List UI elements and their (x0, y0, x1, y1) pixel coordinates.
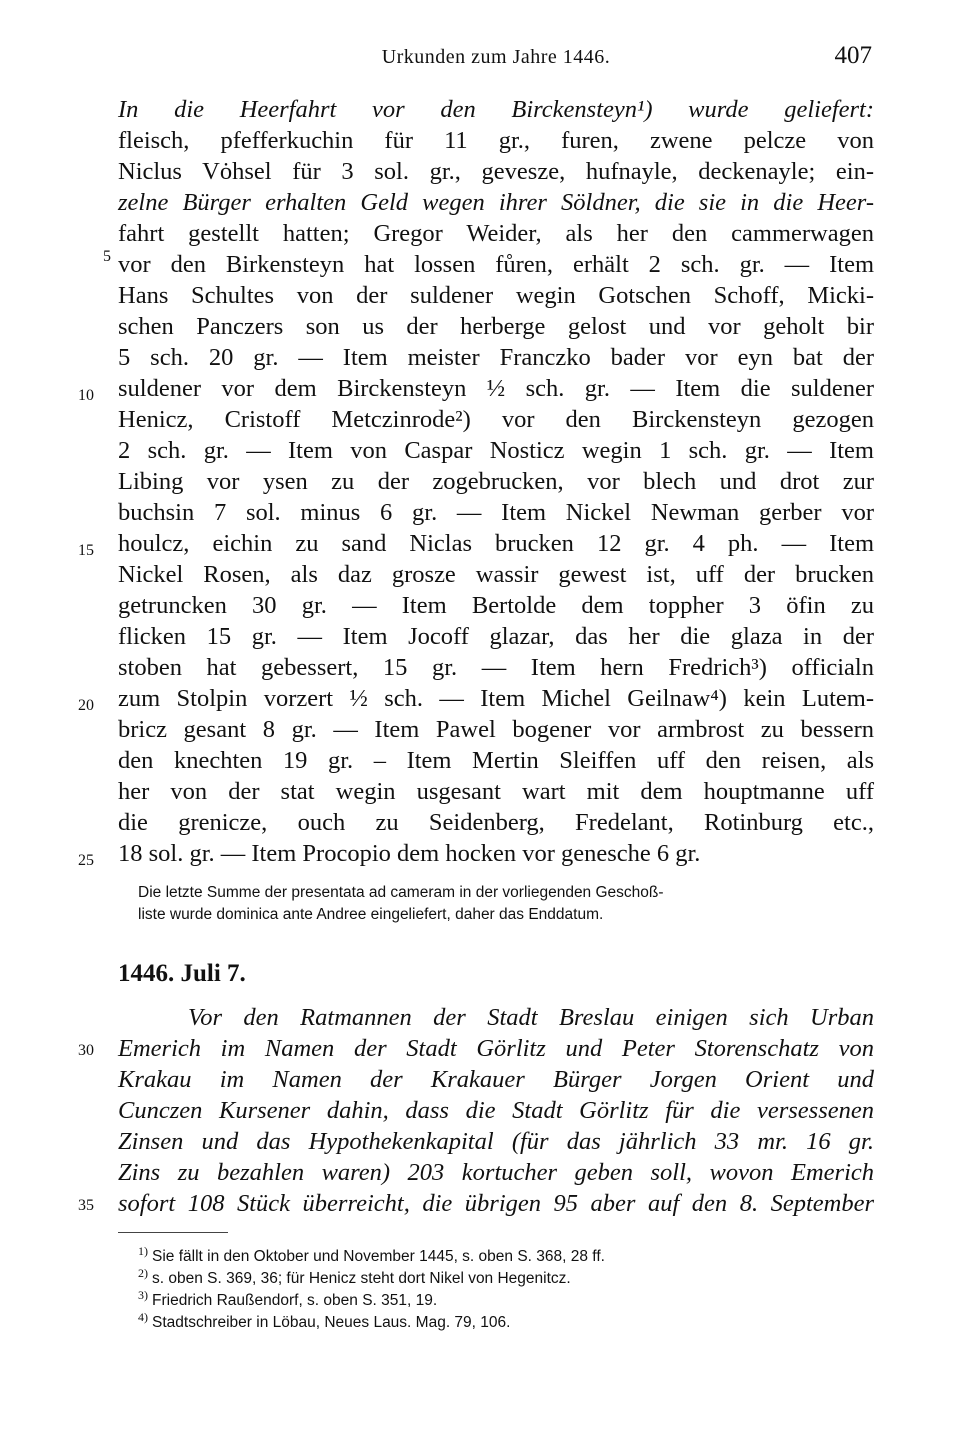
footnote (138, 1284, 858, 1309)
text-line: fleisch, pfefferkuchin für 11 gr., furen, zwene pelcze von (118, 127, 874, 154)
text-line: buchsin 7 sol. minus 6 gr. — Item Nickel Newman gerber vor (118, 499, 874, 526)
text-line: sofort 108 Stück überreicht, die übrigen 95 aber auf den 8. September (118, 1190, 874, 1217)
footnote-mark: 3) (138, 1288, 148, 1302)
note-line: liste wurde dominica ante Andree eingeliefert, daher das Enddatum. (138, 906, 604, 923)
footnote (138, 1240, 858, 1265)
date-heading: 1446. Juli 7. (118, 960, 246, 987)
footnote-text: Friedrich Raußendorf, s. oben S. 351, 19. (152, 1292, 438, 1309)
text-line: Libing vor ysen zu der zogebrucken, vor blech und drot zur (118, 468, 874, 495)
editorial-note (138, 882, 858, 926)
line-number: 15 (78, 542, 94, 559)
text-line: Hans Schultes von der suldener wegin Gotschen Schoff, Micki- (118, 282, 874, 309)
footnote-text: Sie fällt in den Oktober und November 1445, s. oben S. 368, 28 ff. (152, 1248, 605, 1265)
text-line: suldener vor dem Birckensteyn ½ sch. gr. — Item die suldener (118, 375, 874, 402)
footnote-text: s. oben S. 369, 36; für Henicz steht dort Nikel von Hegenitcz. (152, 1270, 571, 1287)
text-line: getruncken 30 gr. — Item Bertolde dem toppher 3 öfin zu (118, 592, 874, 619)
footnote-mark: 4) (138, 1310, 148, 1324)
line-number: 20 (78, 697, 94, 714)
note-line: Die letzte Summe der presentata ad cameram in der vorliegenden Geschoß- (138, 884, 664, 901)
text-line: fahrt gestellt hatten; Gregor Weider, als her den cammerwagen (118, 220, 874, 247)
text-line: Niclus Vȯhsel für 3 sol. gr., gevesze, hufnayle, deckenayle; ein- (118, 158, 874, 185)
text-line: stoben hat gebessert, 15 gr. — Item hern Fredrich³) officialn (118, 654, 874, 681)
text-line: 18 sol. gr. — Item Procopio dem hocken vor genesche 6 gr. (118, 840, 701, 867)
text-line: Nickel Rosen, als daz grosze wassir gewest ist, uff der brucken (118, 561, 874, 588)
running-title: Urkunden zum Jahre 1446. (381, 46, 611, 68)
text-line: houlcz, eichin zu sand Niclas brucken 12 gr. 4 ph. — Item (118, 530, 874, 557)
text-line: Zins zu bezahlen waren) 203 kortucher geben soll, wovon Emerich (118, 1159, 874, 1186)
text-line: zelne Bürger erhalten Geld wegen ihrer Söldner, die sie in die Heer- (118, 189, 874, 216)
text-line: den knechten 19 gr. – Item Mertin Sleiffen uff den reisen, als (118, 747, 874, 774)
text-line: bricz gesant 8 gr. — Item Pawel bogener vor armbrost zu bessern (118, 716, 874, 743)
footnote-text: Stadtschreiber in Löbau, Neues Laus. Mag. 79, 106. (152, 1314, 511, 1331)
footnote (138, 1306, 858, 1331)
text-line: Cunczen Kursener dahin, dass die Stadt Görlitz für die versessenen (118, 1097, 874, 1124)
footnote-mark: 2) (138, 1266, 148, 1280)
text-line: 5 sch. 20 gr. — Item meister Franczko bader vor eyn bat der (118, 344, 874, 371)
line-number: 5 (103, 248, 111, 265)
text-line: Krakau im Namen der Krakauer Bürger Jorgen Orient und (118, 1066, 874, 1093)
line-number: 35 (78, 1197, 94, 1214)
running-head (120, 42, 872, 78)
text-line: Henicz, Cristoff Metczinrode²) vor den Birckensteyn gezogen (118, 406, 874, 433)
page-number: 407 (834, 42, 872, 69)
text-line: Zinsen und das Hypothekenkapital (für das jährlich 33 mr. 16 gr. (118, 1128, 874, 1155)
text-line: flicken 15 gr. — Item Jocoff glazar, das her die glaza in der (118, 623, 874, 650)
regest-line: Vor den Ratmannen der Stadt Breslau einigen sich Urban (188, 1004, 874, 1031)
text-line: 2 sch. gr. — Item von Caspar Nosticz wegin 1 sch. gr. — Item (118, 437, 874, 464)
line-number: 25 (78, 852, 94, 869)
footnotes (138, 1240, 858, 1331)
line-number: 10 (78, 387, 94, 404)
line-number: 30 (78, 1042, 94, 1059)
text-line: zum Stolpin vorzert ½ sch. — Item Michel Geilnaw⁴) kein Lutem- (118, 685, 874, 712)
text-line: schen Panczers son us der herberge gelost und vor geholt bir (118, 313, 874, 340)
text-line: vor den Birkensteyn hat lossen fůren, erhält 2 sch. gr. — Item (118, 251, 874, 278)
footnote-mark: 1) (138, 1244, 148, 1258)
text-line: her von der stat wegin usgesant wart mit dem houptmanne uff (118, 778, 874, 805)
text-line: die grenicze, ouch zu Seidenberg, Fredelant, Rotinburg etc., (118, 809, 874, 836)
footnote (138, 1262, 858, 1287)
footnote-separator (118, 1232, 228, 1233)
text-line: In die Heerfahrt vor den Birckensteyn¹) wurde geliefert: (118, 96, 874, 123)
text-line: Emerich im Namen der Stadt Görlitz und Peter Storenschatz von (118, 1035, 874, 1062)
text-line (118, 1002, 874, 1034)
